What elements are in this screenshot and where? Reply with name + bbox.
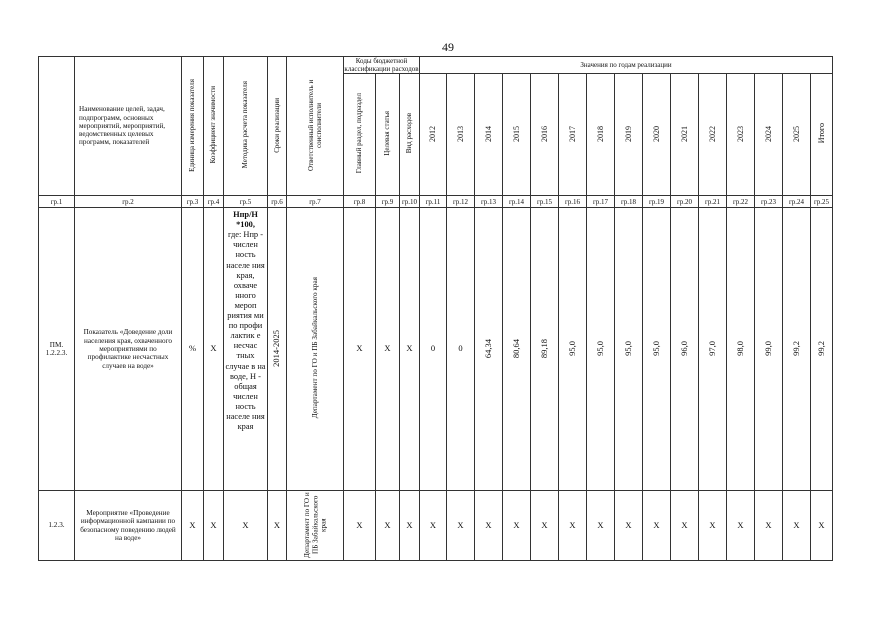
year-label: 2014 (483, 125, 493, 142)
year-value-cell (699, 208, 727, 491)
year-value-cell (587, 208, 615, 491)
row-method (224, 208, 268, 491)
group-label: гр.14 (503, 196, 531, 208)
row-name: Мероприятие «Проведение информационной кампании по безопасному поведению людей на воде» (75, 491, 182, 561)
group-label: гр.25 (811, 196, 833, 208)
header-target-item-text: Целевая статья (383, 111, 392, 156)
group-label: гр.9 (376, 196, 400, 208)
header-year (587, 74, 615, 196)
year-value: 95,0 (622, 340, 633, 356)
year-value: X (420, 491, 447, 561)
year-value-cell (475, 208, 503, 491)
header-year (755, 74, 783, 196)
header-section (344, 74, 376, 196)
header-unit (182, 57, 204, 196)
row-unit: % (182, 208, 204, 491)
year-value: 0 (420, 208, 447, 491)
year-value: 95,0 (566, 340, 577, 356)
year-value-cell (643, 208, 671, 491)
year-value-cell (727, 208, 755, 491)
header-coef (204, 57, 224, 196)
year-value: 96,0 (678, 340, 689, 356)
year-value: X (755, 491, 783, 561)
row-code: ПМ. 1.2.2.3. (39, 208, 75, 491)
year-label: 2022 (707, 125, 717, 142)
year-value: X (559, 491, 587, 561)
total-value: 99,2 (815, 340, 826, 356)
year-value-cell (559, 208, 587, 491)
group-label: гр.15 (531, 196, 559, 208)
method-formula: Нпр/Н *100, (233, 210, 258, 230)
header-expense-type (400, 74, 420, 196)
row-terms (268, 208, 287, 491)
row-expense-type: X (400, 208, 420, 491)
group-label: гр.18 (615, 196, 643, 208)
header-row-top (39, 57, 833, 74)
year-value: 95,0 (650, 340, 661, 356)
year-value: 99,2 (790, 340, 801, 356)
year-label: 2020 (651, 125, 661, 142)
row-coef: X (204, 491, 224, 561)
year-value-cell (531, 208, 559, 491)
year-label: 2012 (428, 125, 438, 142)
row-name: Показатель «Доведение доли населения края, охваченного мероприятиями по профилактике несчастных случаев на воде» (75, 208, 182, 491)
page-number: 49 (442, 40, 454, 54)
header-section-text: Главный раздел, подраздел (355, 93, 364, 174)
group-label: гр.19 (643, 196, 671, 208)
year-label: 2017 (567, 125, 577, 142)
year-label: 2021 (679, 125, 689, 142)
year-value: X (503, 491, 531, 561)
group-number-row (39, 196, 833, 208)
row-terms-text: 2014-2025 (271, 329, 282, 367)
year-value-cell (755, 208, 783, 491)
year-label: 2015 (511, 125, 521, 142)
row-code: 1.2.3. (39, 491, 75, 561)
row-section: X (344, 491, 376, 561)
header-method-text: Методика расчета показателя (241, 81, 250, 169)
group-label: гр.13 (475, 196, 503, 208)
header-year (420, 74, 447, 196)
header-year (475, 74, 503, 196)
header-responsible-text: Ответственный исполнитель и соисполнители (306, 79, 323, 171)
year-value-cell (503, 208, 531, 491)
header-year (727, 74, 755, 196)
method-description: где: Нпр - числен ность населе ния края, охваче нного мероп риятия ми по профи лактик е несчас тных случае в на воде, Н - общая числен ность населе ния края (225, 230, 266, 432)
total-label: Итого (816, 123, 826, 144)
indicators-table (38, 56, 833, 561)
group-label: гр.20 (671, 196, 699, 208)
header-target-item (376, 74, 400, 196)
header-terms (268, 57, 287, 196)
group-label: гр.21 (699, 196, 727, 208)
row-unit: X (182, 491, 204, 561)
year-value-cell (671, 208, 699, 491)
header-year (783, 74, 811, 196)
group-label: гр.3 (182, 196, 204, 208)
year-value: X (727, 491, 755, 561)
total-value: X (811, 491, 833, 561)
row-expense-type: X (400, 491, 420, 561)
header-code (39, 57, 75, 196)
year-label: 2025 (791, 125, 801, 142)
header-expense-type-text: Вид расходов (405, 113, 414, 154)
header-coef-text: Коэффициент значимости (209, 86, 218, 164)
year-value: X (671, 491, 699, 561)
table-row-activity (39, 491, 833, 561)
group-label: гр.2 (75, 196, 182, 208)
group-label: гр.11 (420, 196, 447, 208)
year-label: 2018 (595, 125, 605, 142)
header-year (643, 74, 671, 196)
header-budget-codes: Коды бюджетной классификации расходов (344, 57, 419, 74)
year-label: 2024 (763, 125, 773, 142)
year-value: X (699, 491, 727, 561)
group-label: гр.16 (559, 196, 587, 208)
header-year (671, 74, 699, 196)
group-label: гр.5 (224, 196, 268, 208)
year-value: X (783, 491, 811, 561)
year-value: 99,0 (762, 340, 773, 356)
group-label: гр.23 (755, 196, 783, 208)
group-label: гр.8 (344, 196, 376, 208)
header-year (615, 74, 643, 196)
year-value: X (531, 491, 559, 561)
year-value-cell (615, 208, 643, 491)
group-label: гр.10 (400, 196, 420, 208)
row-terms: X (268, 491, 287, 561)
group-label: гр.4 (204, 196, 224, 208)
year-value: 89,18 (538, 338, 549, 358)
year-label: 2023 (735, 125, 745, 142)
year-value: 95,0 (594, 340, 605, 356)
header-year (447, 74, 475, 196)
indicators-table-wrapper (38, 56, 833, 561)
header-year (503, 74, 531, 196)
header-total (811, 74, 833, 196)
row-responsible-text: Департамент по ГО и ПБ Забайкальского края (302, 491, 328, 558)
row-target-item: X (376, 491, 400, 561)
header-unit-text: Единица измерения показателя (188, 78, 197, 172)
group-label: гр.6 (268, 196, 287, 208)
year-value: X (447, 491, 475, 561)
group-label: гр.12 (447, 196, 475, 208)
group-label: гр.17 (587, 196, 615, 208)
group-label: гр.7 (287, 196, 344, 208)
group-label: гр.24 (783, 196, 811, 208)
header-year (559, 74, 587, 196)
year-value: 0 (447, 208, 475, 491)
header-name: Наименование целей, задач, подпрограмм, основных мероприятий, мероприятий, ведомственных целевых программ, показателей (75, 57, 182, 196)
row-responsible (287, 208, 344, 491)
header-terms-text: Сроки реализации (272, 97, 281, 153)
header-values-by-year: Значения по годам реализации (420, 57, 833, 74)
header-year (531, 74, 559, 196)
total-value-cell (811, 208, 833, 491)
year-label: 2013 (455, 125, 465, 142)
year-value: X (643, 491, 671, 561)
year-value: X (587, 491, 615, 561)
row-target-item: X (376, 208, 400, 491)
year-value: 98,0 (734, 340, 745, 356)
year-value: X (475, 491, 503, 561)
year-value-cell (783, 208, 811, 491)
year-value: 64,34 (482, 338, 493, 358)
year-label: 2016 (539, 125, 549, 142)
year-value: 97,0 (706, 340, 717, 356)
header-responsible (287, 57, 344, 196)
row-coef: X (204, 208, 224, 491)
year-value: X (615, 491, 643, 561)
year-label: 2019 (623, 125, 633, 142)
header-year (699, 74, 727, 196)
group-label: гр.1 (39, 196, 75, 208)
row-responsible-text: Департамент по ГО и ПБ Забайкальского края (310, 277, 319, 419)
table-row-indicator (39, 208, 833, 491)
row-method: X (224, 491, 268, 561)
row-responsible (287, 491, 344, 561)
header-method (224, 57, 268, 196)
row-section: X (344, 208, 376, 491)
year-value: 80,64 (510, 338, 521, 358)
group-label: гр.22 (727, 196, 755, 208)
